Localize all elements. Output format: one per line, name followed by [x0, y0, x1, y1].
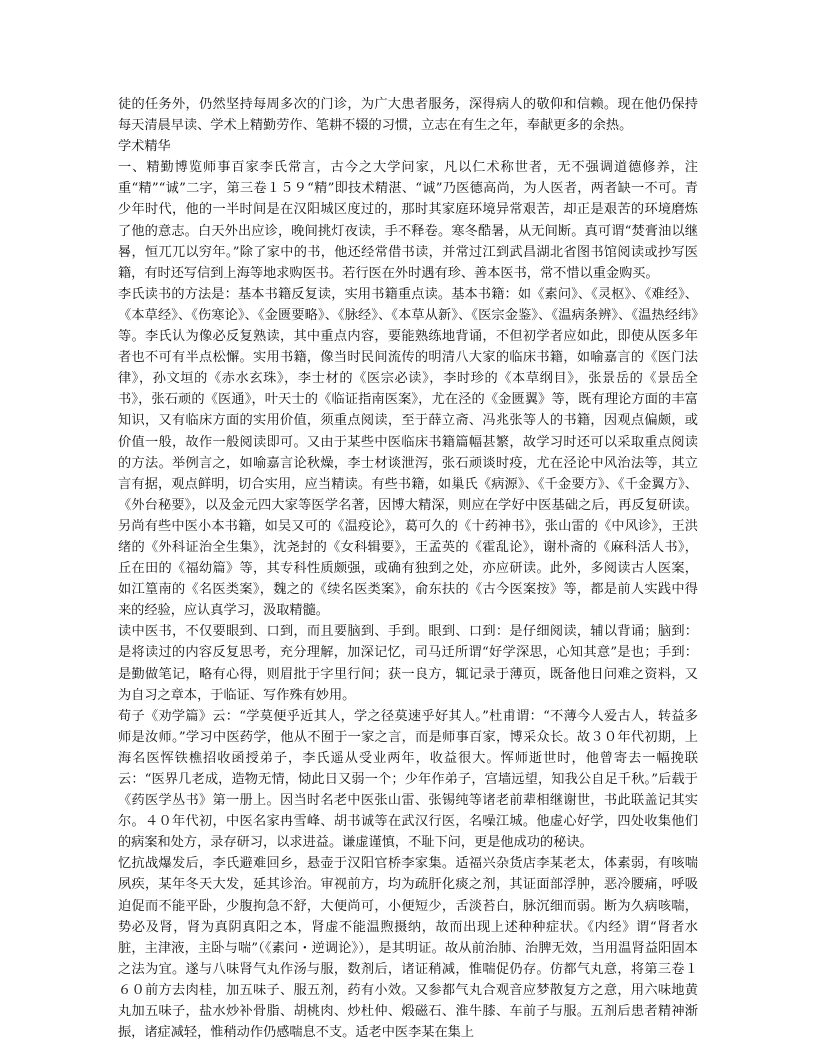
paragraph-reading-method: 李氏读书的方法是：基本书籍反复读，实用书籍重点读。基本书籍：如《素问》、《灵枢》、《难经》、《本草经》、《伤寒论》、《金匮要略》、《脉经》、《本草从新》、《医宗金鉴》、《温病条辨》、《温热经纬》等。李氏认为像必反复熟读，其中重点内容，要能熟练地背诵，不但初学者应如此，即使从医多年者也不可有半点松懈。实用书籍，像当时民间流传的明清八大家的临床书籍，如喻嘉言的《医门法律》，孙文垣的《赤水玄珠》，李士材的《医宗必读》，李时珍的《本草纲目》，张景岳的《景岳全书》，张石顽的《医通》，叶天士的《临证指南医案》，尤在泾的《金匮翼》等，既有理论方面的丰富知识，又有临床方面的实用价值，须重点阅读，至于薛立斋、冯兆张等人的书籍，因观点偏颇，或价值一般，故作一般阅读即可。又由于某些中医临床书籍篇幅甚繁，故学习时还可以采取重点阅读的方法。举例言之，如喻嘉言论秋燥，李士材谈泄泻，张石顽谈时疫，尤在泾论中风治法等，其立言有据，观点鲜明，切合实用，应当精读。有些书籍，如巢氏《病源》、《千金要方》、《千金翼方》、《外台秘要》，以及金元四大家等医学名著，因博大精深，则应在学好中医基础之后，再反复研读。另尚有些中医小本书籍，如吴又可的《温疫论》，葛可久的《十药神书》，张山雷的《中风诊》，王洪绪的《外科证治全生集》，沈尧封的《女科辑要》，王孟英的《霍乱论》，谢朴斋的《麻科活人书》，丘在田的《福幼篇》等，其专科性质颇强，或确有独到之处，亦应研读。此外，多阅读古人医案，如江篁南的《名医类案》，魏之的《续名医类案》，俞东扶的《古今医案按》等，都是前人实践中得来的经验，应认真学习，汲取精髓。 — [118, 286, 698, 619]
paragraph-study-diligence: 一、精勤博览师事百家李氏常言，古今之大学问家，凡以仁术称世者，无不强调道德修养，注重“精”“诚”二字，第三卷１５９“精”即技术精湛、“诚”乃医德高尚，为人医者，两者缺一不可。青少年时代，他的一半时间是在汉阳城区度过的，那时其家庭环境异常艰苦，却正是艰苦的环境磨炼了他的意志。白天外出应诊，晚间挑灯夜读，手不释卷。寒冬酷暑，从无间断。真可谓“焚膏油以继晷，恒兀兀以穷年。”除了家中的书，他还经常借书读，并常过江到武昌湖北省图书馆阅读或抄写医籍，有时还写信到上海等地求购医书。若行医在外时遇有珍、善本医书，常不惜以重金购买。 — [118, 160, 698, 281]
paragraph-case-record: 忆抗战爆发后，李氏避难回乡，悬壶于汉阳官桥李家集。适福兴杂货店李某老太，体素弱，有咳喘夙疾，某年冬天大发，延其诊治。审视前方，均为疏肝化痰之剂，其证面部浮肿，恶冷腰痛，呼吸迫促而不能平卧，少腹拘急不舒，大便尚可，小便短少，舌淡苔白，脉沉细而弱。断为久病咳喘，势必及肾，肾为真阴真阳之本，肾虚不能温煦摄纳，故而出现上述种种症状。《内经》谓“肾者水脏，主津液，主卧与喘”（《素问・逆调论》），是其明证。故从前治肺、治脾无效，当用温肾益阳固本之法为宜。遂与八味肾气丸作汤与服，数剂后，诸证稍减，惟喘促仍存。仿都气丸意，将第三卷１６０前方去肉桂，加五味子、服五剂，药有小效。又参都气丸合观音应梦散复方之意，用六味地黄丸加五味子，盐水炒补骨脂、胡桃肉、炒杜仲、煅磁石、淮牛膝、车前子与服。五剂后患者精神渐振，诸症减轻，惟稍动作仍感喘息不支。适老中医李某在集上 — [118, 856, 698, 1041]
paragraph-continuation: 徒的任务外，仍然坚持每周多次的门诊，为广大患者服务，深得病人的敬仰和信赖。现在他仍保持每天清晨早读、学术上精勤劳作、笔耕不辍的习惯，立志在有生之年，奉献更多的余热。 — [118, 97, 698, 134]
paragraph-learning-teachers: 荀子《劝学篇》云：“学莫便乎近其人，学之径莫速乎好其人。”杜甫谓：“不薄今人爱古人，转益多师是汝师。”学习中医药学，他从不囿于一家之言，而是师事百家，博采众长。故３０年代初期，上海名医恽铁樵招收函授弟子，李氏遥从受业两年，收益很大。恽师逝世时，他曾寄去一幅挽联云：“医界几老成，造物无情，恸此日又弱一个；少年作弟子，宫墙远望，知我公自足千秋。”后载于《药医学丛书》第一册上。因当时名老中医张山雷、张锡纯等诸老前辈相继谢世，书此联盖记其实尔。４０年代初，中医名家冉雪峰、胡书诚等在武汉行医，名噪江城。他虚心好学，四处收集他们的病案和处方，录存研习，以求进益。谦虚谨慎，不耻下问，更是他成功的秘诀。 — [118, 708, 698, 851]
paragraph-reading-practice: 读中医书，不仅要眼到、口到，而且要脑到、手到。眼到、口到：是仔细阅读，辅以背诵；脑到：是将读过的内容反复思考，充分理解，加深记忆，司马迁所谓“好学深思，心知其意”是也；手到：是勤做笔记，略有心得，则眉批于字里行间；获一良方，辄记录于薄页，既备他日问难之资料，又为自习之章本，于临证、写作殊有妙用。 — [118, 624, 698, 703]
document-page — [118, 94, 698, 1043]
section-heading: 学术精华 — [118, 139, 171, 155]
